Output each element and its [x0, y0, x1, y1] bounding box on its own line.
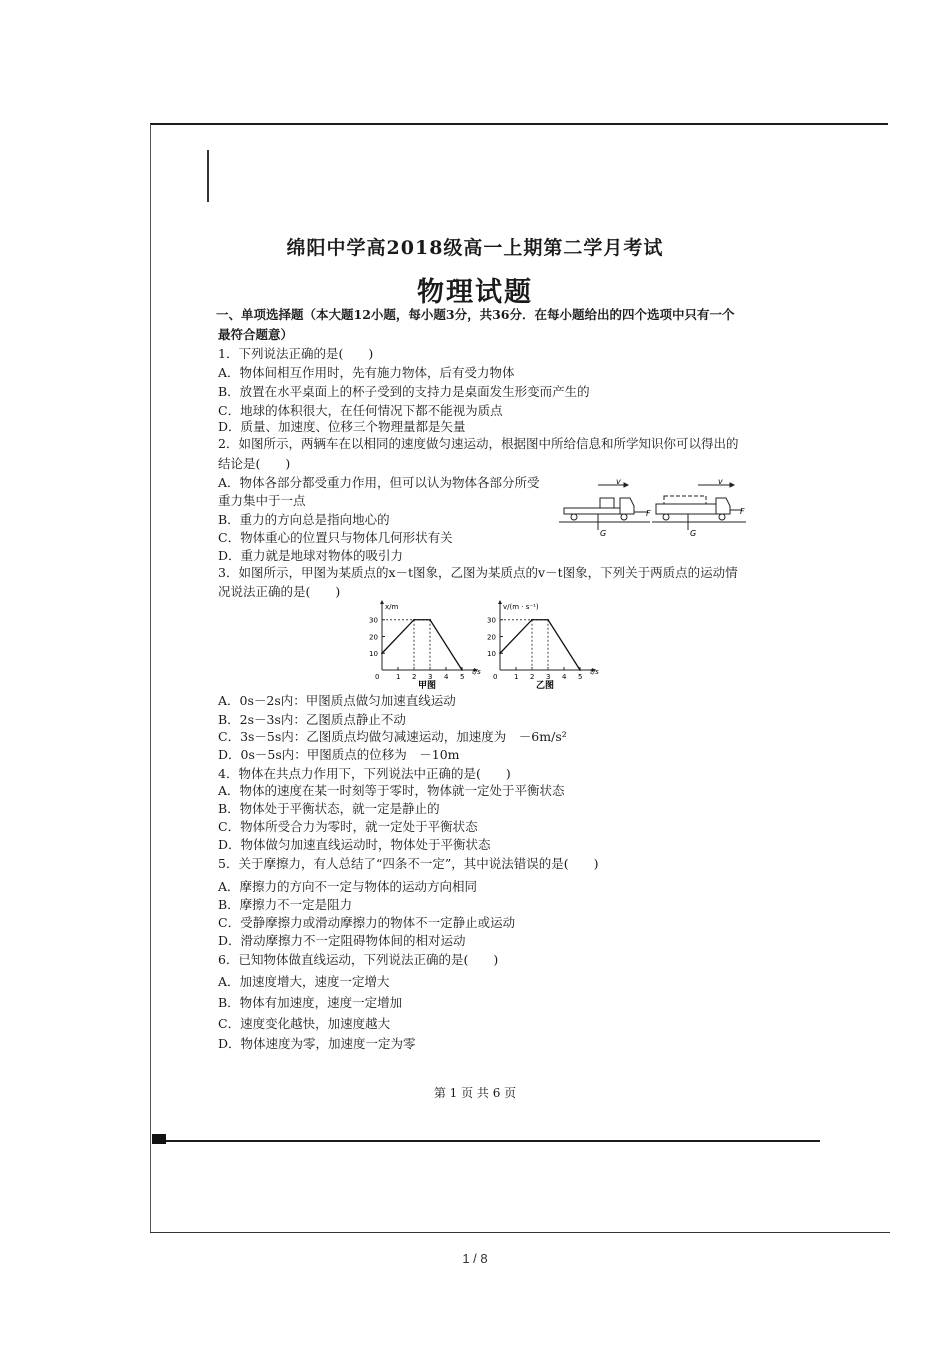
- q2-option-d: D．重力就是地球对物体的吸引力: [218, 548, 404, 563]
- q1-option-a: A．物体间相互作用时，先有施力物体，后有受力物体: [218, 365, 515, 380]
- x-tick-label: 5: [578, 673, 583, 681]
- x-axis-label: t/s: [590, 668, 599, 676]
- q5-option-d: D．滑动摩擦力不一定阻碍物体间的相对运动: [218, 933, 466, 948]
- y-tick-label: 20: [487, 633, 496, 642]
- x-tick-label: 4: [562, 673, 567, 681]
- document-page-number: 1 / 8: [462, 1251, 488, 1266]
- y-axis-arrow: [498, 600, 502, 604]
- q2-option-c: C．物体重心的位置只与物体几何形状有关: [218, 530, 453, 545]
- q5-stem: 5．关于摩擦力，有人总结了“四条不一定”，其中说法错误的是( ): [218, 856, 599, 871]
- q1-option-b: B．放置在水平桌面上的杯子受到的支持力是桌面发生形变而产生的: [218, 384, 590, 399]
- truck-cab-2: [716, 498, 730, 514]
- x-tick-label: 5: [460, 673, 465, 681]
- label-v1: v: [616, 478, 621, 486]
- x-tick-label: 3: [546, 673, 551, 681]
- q4-option-a: A．物体的速度在某一时刻等于零时，物体就一定处于平衡状态: [218, 783, 565, 798]
- q2-stem-cont: 结论是( ): [218, 456, 291, 471]
- q1-stem: 1．下列说法正确的是( ): [218, 346, 374, 361]
- data-point: [499, 652, 501, 654]
- q1-option-c: C．地球的体积很大，在任何情况下都不能视为质点: [218, 403, 503, 418]
- cargo-box: [600, 498, 614, 508]
- q4-option-b: B．物体处于平衡状态，就一定是静止的: [218, 801, 440, 816]
- y-tick-label: 20: [369, 633, 378, 642]
- q3-option-c: C．3s－5s内：乙图质点均做匀减速运动，加速度为 －6m/s²: [218, 729, 567, 744]
- trucks-figure: [558, 478, 748, 538]
- exam-subject: 物理试题: [417, 277, 533, 308]
- x-tick-label: 3: [428, 673, 433, 681]
- data-point: [429, 619, 431, 621]
- q6-option-d: D．物体速度为零，加速度一定为零: [218, 1036, 416, 1051]
- data-point: [579, 669, 581, 671]
- label-f1: F: [646, 509, 651, 518]
- q6-option-c: C．速度变化越快，加速度越大: [218, 1016, 391, 1031]
- q5-option-a: A．摩擦力的方向不一定与物体的运动方向相同: [218, 879, 478, 894]
- fold-line: [152, 1140, 820, 1142]
- q4-option-c: C．物体所受合力为零时，就一定处于平衡状态: [218, 819, 478, 834]
- section-heading: 一、单项选择题（本大题12小题，每小题3分，共36分．在每小题给出的四个选项中只有一个: [216, 307, 735, 322]
- wheel: [663, 514, 669, 520]
- q4-stem: 4．物体在共点力作用下，下列说法中正确的是( ): [218, 766, 511, 781]
- q1-option-d: D．质量、加速度、位移三个物理量都是矢量: [218, 419, 466, 434]
- q2-stem: 2．如图所示，两辆车在以相同的速度做匀速运动，根据图中所给信息和所学知识你可以得出的: [218, 436, 739, 451]
- y-tick-label: 30: [487, 616, 496, 625]
- y-tick-label: 10: [369, 650, 378, 659]
- fold-mark: [152, 1134, 166, 1144]
- q6-option-a: A．加速度增大，速度一定增大: [218, 974, 390, 989]
- x-tick-label: 1: [396, 673, 401, 681]
- q5-option-b: B．摩擦力不一定是阻力: [218, 897, 353, 912]
- truck-bed-1: [564, 508, 620, 514]
- label-f2: F: [740, 507, 745, 516]
- x-tick-label: 2: [412, 673, 417, 681]
- x-tick-label: 4: [444, 673, 449, 681]
- q2-option-b: B．重力的方向总是指向地心的: [218, 512, 390, 527]
- wheel: [621, 514, 627, 520]
- top-border-line: [150, 123, 888, 125]
- q2-option-a: A．物体各部分都受重力作用，但可以认为物体各部分所受: [218, 475, 540, 490]
- data-point: [547, 619, 549, 621]
- label-v2: v: [718, 478, 723, 486]
- truck-cab-1: [620, 498, 634, 514]
- x-axis-label: t/s: [472, 668, 481, 676]
- wheel: [571, 514, 577, 520]
- wheel: [719, 514, 725, 520]
- arrow-head: [624, 483, 628, 487]
- q3-stem: 3．如图所示，甲图为某质点的x－t图象，乙图为某质点的v－t图象，下列关于两质点的运动情: [218, 565, 738, 580]
- q5-option-c: C．受静摩擦力或滑动摩擦力的物体不一定静止或运动: [218, 915, 516, 930]
- q2-option-a-cont: 重力集中于一点: [218, 493, 306, 508]
- truck-bed-2: [656, 504, 716, 514]
- data-point: [413, 619, 415, 621]
- q3-stem-cont: 况说法正确的是( ): [218, 584, 341, 599]
- y-tick-label: 10: [487, 650, 496, 659]
- y-tick-label: 30: [369, 616, 378, 625]
- section-heading-cont: 最符合题意）: [218, 327, 294, 342]
- label-g2: G: [690, 529, 697, 538]
- chart-v-t: [478, 600, 608, 692]
- bottom-border-line: [150, 1232, 890, 1233]
- q6-option-b: B．物体有加速度，速度一定增加: [218, 995, 403, 1010]
- exam-title: 绵阳中学高2018级高一上期第二学月考试: [286, 237, 664, 259]
- origin-label: 0: [493, 673, 498, 681]
- exam-page-info: 第 1 页 共 6 页: [433, 1086, 517, 1100]
- cargo-row: [664, 496, 706, 504]
- data-point: [461, 669, 463, 671]
- y-axis-label: x/m: [385, 603, 399, 611]
- chart-title: 甲图: [418, 681, 437, 691]
- arrow-head: [730, 483, 734, 487]
- data-point: [381, 652, 383, 654]
- data-line: [382, 620, 462, 670]
- chart-title: 乙图: [536, 681, 555, 691]
- data-point: [531, 619, 533, 621]
- x-tick-label: 2: [530, 673, 535, 681]
- binding-mark: [207, 150, 209, 202]
- q3-option-d: D．0s－5s内：甲图质点的位移为 －10m: [218, 747, 460, 762]
- x-tick-label: 1: [514, 673, 519, 681]
- origin-label: 0: [375, 673, 380, 681]
- data-line: [500, 620, 580, 670]
- q6-stem: 6．已知物体做直线运动，下列说法正确的是( ): [218, 952, 499, 967]
- q3-option-a: A．0s－2s内：甲图质点做匀加速直线运动: [218, 693, 456, 708]
- y-axis-arrow: [380, 600, 384, 604]
- chart-x-t: [360, 600, 490, 692]
- q4-option-d: D．物体做匀加速直线运动时，物体处于平衡状态: [218, 837, 491, 852]
- label-g1: G: [600, 529, 607, 538]
- y-axis-label: v/(m · s⁻¹): [503, 603, 539, 611]
- q3-option-b: B．2s－3s内：乙图质点静止不动: [218, 712, 406, 727]
